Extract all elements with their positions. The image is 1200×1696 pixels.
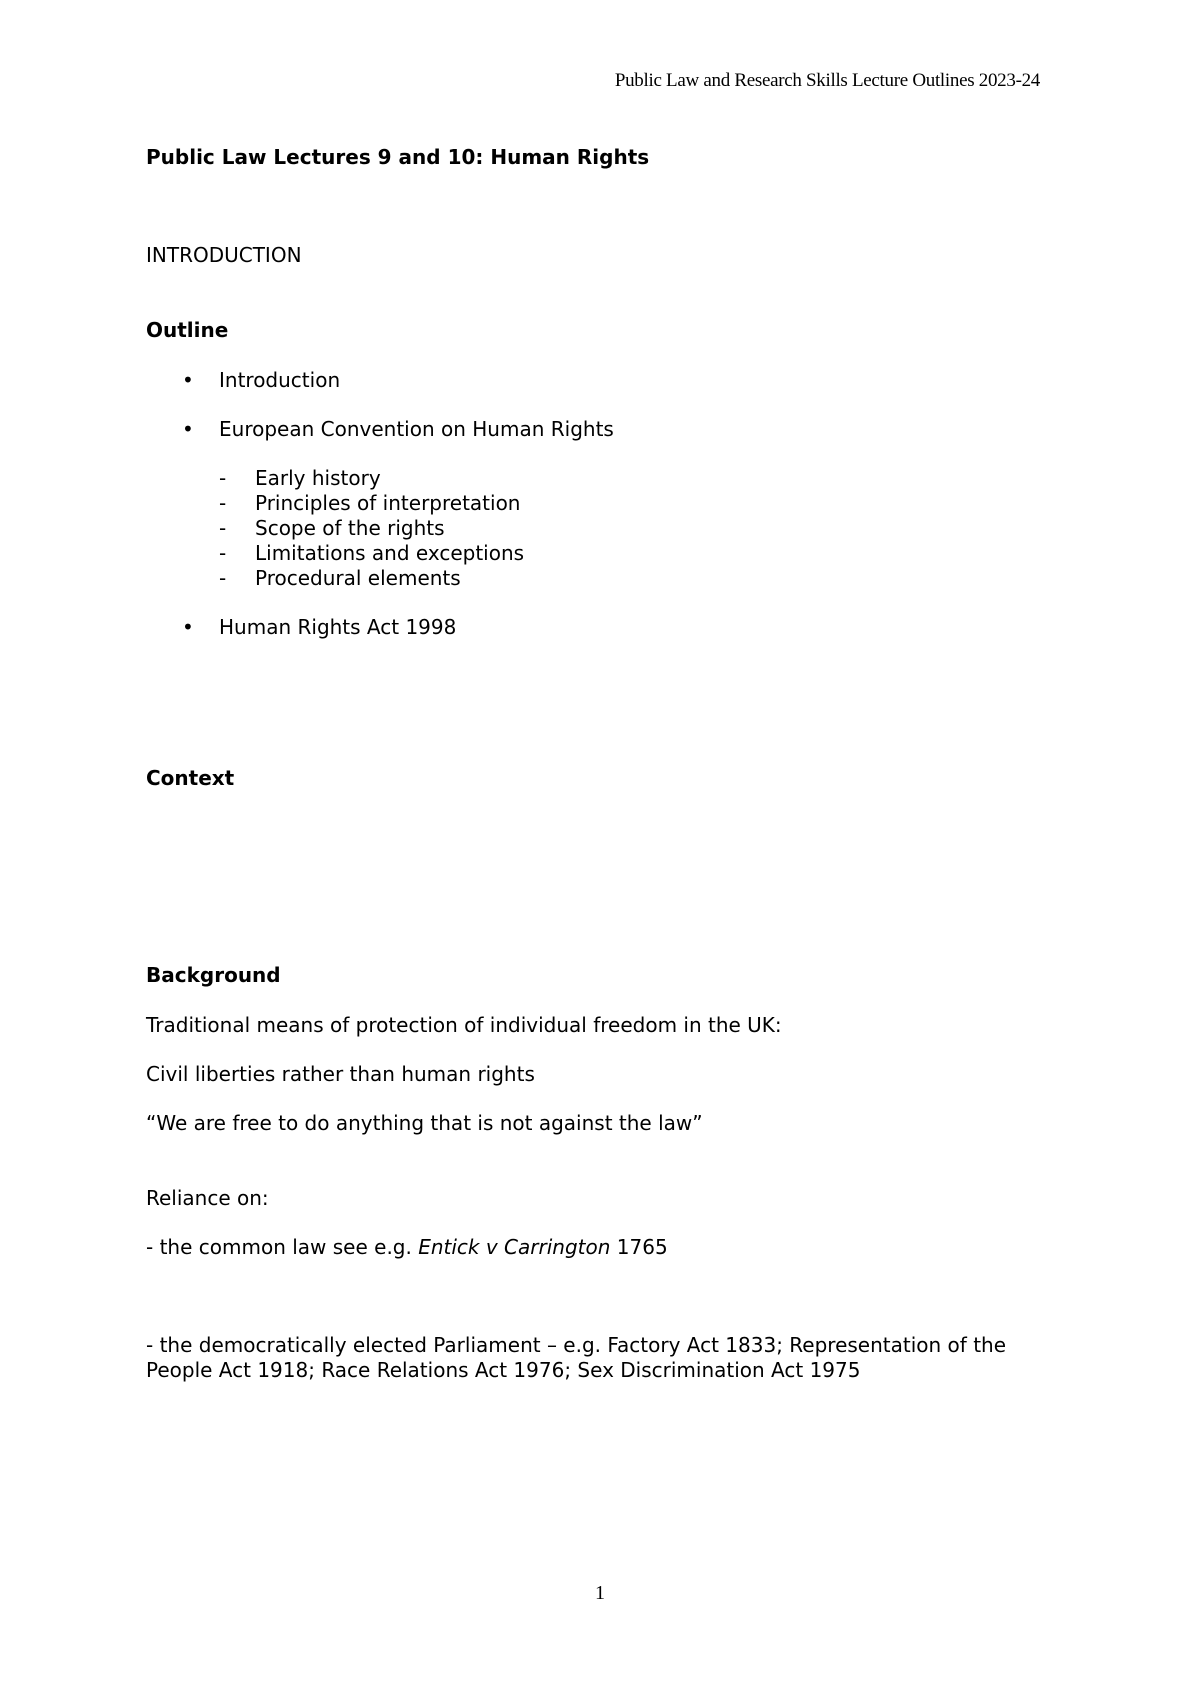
bullet-icon: • [182, 615, 194, 639]
case-year: 1765 [610, 1235, 668, 1259]
introduction-heading: INTRODUCTION [146, 243, 302, 267]
outline-heading: Outline [146, 318, 229, 342]
running-header: Public Law and Research Skills Lecture Outlines 2023-24 [614, 70, 1040, 91]
dash-icon: - [219, 516, 227, 540]
dash-icon: - [219, 566, 227, 590]
outline-subitem: Early history [255, 466, 381, 490]
outline-subitem: Principles of interpretation [255, 491, 521, 515]
dash-icon: - [219, 466, 227, 490]
page-number: 1 [595, 1582, 605, 1604]
background-heading: Background [146, 963, 281, 987]
outline-subitem: Procedural elements [255, 566, 461, 590]
reliance-label: Reliance on: [146, 1186, 269, 1210]
common-law-prefix: - the common law see e.g. [146, 1235, 419, 1259]
common-law-line [146, 1235, 668, 1259]
bullet-icon: • [182, 417, 194, 441]
case-name: Entick v Carrington [418, 1235, 611, 1259]
outline-item-introduction: Introduction [219, 368, 341, 392]
dash-icon: - [219, 541, 227, 565]
dash-icon: - [219, 491, 227, 515]
parliament-paragraph: - the democratically elected Parliament – e.g. Factory Act 1833; Representation of the People Act 1918; Race Relations Act 1976; Sex Discrimination Act 1975 [146, 1333, 1007, 1382]
outline-item-echr: European Convention on Human Rights [219, 417, 614, 441]
outline-subitem: Limitations and exceptions [255, 541, 525, 565]
document-title: Public Law Lectures 9 and 10: Human Rights [146, 145, 650, 169]
outline-item-hra: Human Rights Act 1998 [219, 615, 457, 639]
background-paragraph: Traditional means of protection of individual freedom in the UK: [146, 1013, 782, 1037]
bullet-icon: • [182, 368, 194, 392]
outline-subitem: Scope of the rights [255, 516, 445, 540]
background-paragraph: Civil liberties rather than human rights [146, 1062, 535, 1086]
context-heading: Context [146, 766, 235, 790]
background-quote: “We are free to do anything that is not against the law” [146, 1111, 703, 1135]
